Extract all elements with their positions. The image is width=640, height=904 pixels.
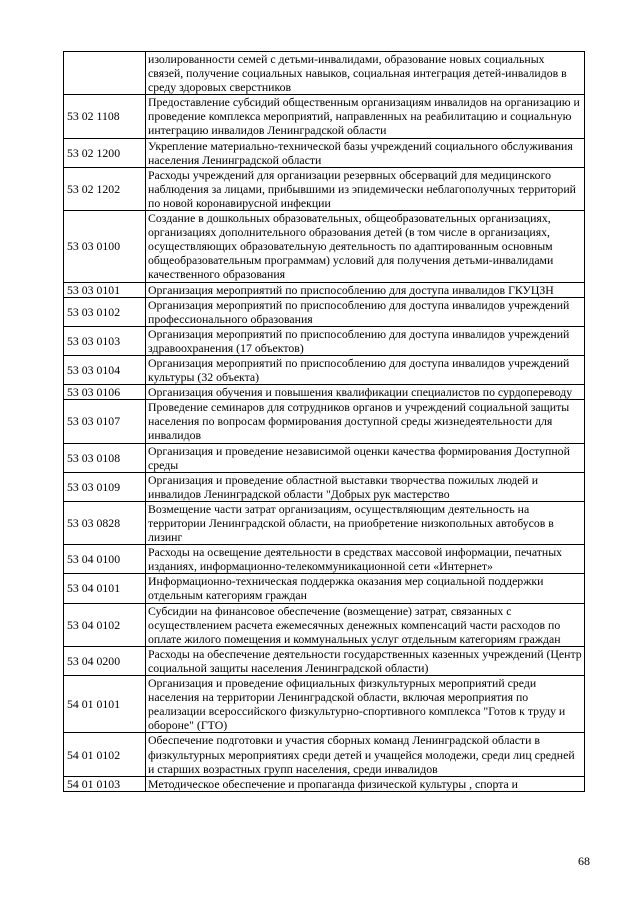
row-description: Методическое обеспечение и пропаганда физической культуры , спорта и [146, 776, 585, 791]
table-row [64, 443, 585, 472]
table-row [64, 385, 585, 400]
row-description: Обеспечение подготовки и участия сборных команд Ленинградской области в физкультурных мероприятиях среди детей и учащейся молодежи, среди лиц средней и старших возрастных групп населения, среди инвалидов [146, 733, 585, 776]
table-row [64, 646, 585, 675]
row-description: Организация мероприятий по приспособлению для доступа инвалидов учреждений здравоохранения (17 объектов) [146, 326, 585, 355]
table-row [64, 167, 585, 210]
row-description: Организация мероприятий по приспособлению для доступа инвалидов ГКУЦЗН [146, 282, 585, 297]
row-code: 53 03 0101 [64, 282, 146, 297]
row-description: Предоставление субсидий общественным организациям инвалидов на организацию и проведение комплекса мероприятий, направленных на реабилитацию и социальную интеграцию инвалидов Ленинградской области [146, 95, 585, 138]
table-row [64, 400, 585, 443]
row-description: Информационно-техническая поддержка оказания мер социальной поддержки отдельным категориям граждан [146, 574, 585, 603]
table-row [64, 52, 585, 95]
table-row [64, 603, 585, 646]
table-row [64, 776, 585, 791]
row-description: Укрепление материально-технической базы учреждений социального обслуживания населения Ленинградской области [146, 138, 585, 167]
row-code: 54 01 0103 [64, 776, 146, 791]
table-row [64, 326, 585, 355]
row-code: 53 03 0108 [64, 443, 146, 472]
row-code: 54 01 0101 [64, 676, 146, 733]
table-row [64, 282, 585, 297]
row-code: 53 03 0100 [64, 211, 146, 282]
table-row [64, 733, 585, 776]
row-description: Субсидии на финансовое обеспечение (возмещение) затрат, связанных с осуществлением расчета ежемесячных денежных компенсаций части расходов по оплате жилого помещения и коммунальных услуг отдельным категориям граждан [146, 603, 585, 646]
table-row [64, 574, 585, 603]
row-code: 53 03 0109 [64, 472, 146, 501]
table-row [64, 355, 585, 384]
table-body [64, 52, 585, 792]
row-code: 53 02 1202 [64, 167, 146, 210]
row-code: 53 03 0106 [64, 385, 146, 400]
row-code: 53 04 0200 [64, 646, 146, 675]
row-description: Создание в дошкольных образовательных, общеобразовательных организациях, организациях дополнительного образования детей (в том числе в организациях, осуществляющих образовательную деятельность по адаптированным основным общеобразовательным программам) условий для получения детьми-инвалидами качественного образования [146, 211, 585, 282]
row-description: Расходы на обеспечение деятельности государственных казенных учреждений (Центр социальной защиты населения Ленинградской области) [146, 646, 585, 675]
table-row [64, 211, 585, 282]
budget-code-table [63, 51, 585, 792]
row-description: Расходы учреждений для организации резервных обсерваций для медицинского наблюдения за лицами, прибывшими из эпидемически неблагополучных территорий по новой коронавирусной инфекции [146, 167, 585, 210]
table-row [64, 138, 585, 167]
row-code: 53 03 0103 [64, 326, 146, 355]
row-code: 53 04 0102 [64, 603, 146, 646]
row-description: Организация мероприятий по приспособлению для доступа инвалидов учреждений профессионального образования [146, 297, 585, 326]
table-row [64, 545, 585, 574]
table-row [64, 472, 585, 501]
row-description: Проведение семинаров для сотрудников органов и учреждений социальной защиты населения по вопросам формирования доступной среды жизнедеятельности для инвалидов [146, 400, 585, 443]
page-number: 68 [578, 854, 590, 868]
row-code [64, 52, 146, 95]
row-description: Организация и проведение областной выставки творчества пожилых людей и инвалидов Ленинградской области "Добрых рук мастерство [146, 472, 585, 501]
row-code: 53 04 0101 [64, 574, 146, 603]
row-description: изолированности семей с детьми-инвалидами, образование новых социальных связей, получение социальных навыков, социальная интеграция детей-инвалидов в среду здоровых сверстников [146, 52, 585, 95]
row-description: Расходы на освещение деятельности в средствах массовой информации, печатных изданиях, информационно-телекоммуникационной сети «Интернет» [146, 545, 585, 574]
row-description: Организация и проведение официальных физкультурных мероприятий среди населения на территории Ленинградской области, включая мероприятия по реализации всероссийского физкультурно-спортивного комплекса "Готов к труду и обороне" (ГТО) [146, 676, 585, 733]
row-code: 54 01 0102 [64, 733, 146, 776]
table-row [64, 95, 585, 138]
row-description: Возмещение части затрат организациям, осуществляющим деятельность на территории Ленинградской области, на приобретение низкопольных автобусов в лизинг [146, 501, 585, 544]
row-code: 53 03 0102 [64, 297, 146, 326]
table-row [64, 297, 585, 326]
row-code: 53 03 0107 [64, 400, 146, 443]
row-code: 53 03 0104 [64, 355, 146, 384]
row-code: 53 02 1108 [64, 95, 146, 138]
table-row [64, 676, 585, 733]
row-description: Организация и проведение независимой оценки качества формирования Доступной среды [146, 443, 585, 472]
row-code: 53 04 0100 [64, 545, 146, 574]
table-row [64, 501, 585, 544]
row-code: 53 03 0828 [64, 501, 146, 544]
row-description: Организация обучения и повышения квалификации специалистов по сурдопереводу [146, 385, 585, 400]
row-description: Организация мероприятий по приспособлению для доступа инвалидов учреждений культуры (32 объекта) [146, 355, 585, 384]
row-code: 53 02 1200 [64, 138, 146, 167]
